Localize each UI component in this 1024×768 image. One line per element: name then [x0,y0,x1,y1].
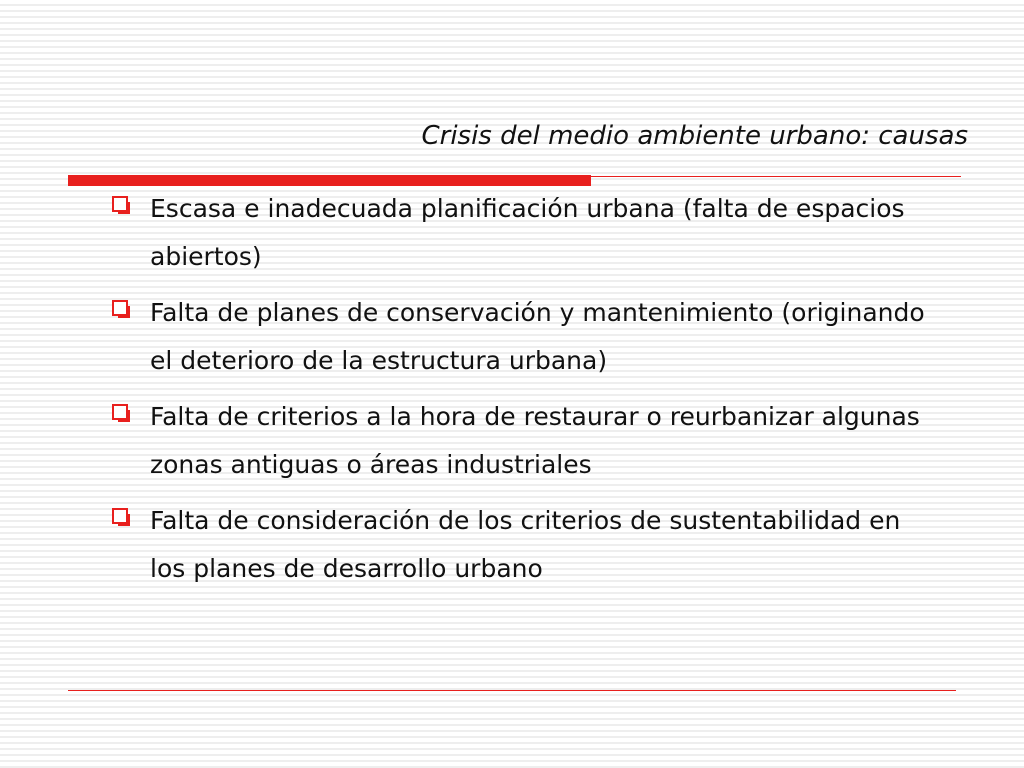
bullet-text: Escasa e inadecuada planificación urbana (falta de espacios abiertos) [150,194,905,271]
bullet-text: Falta de criterios a la hora de restaurar o reurbanizar algunas zonas antiguas o áreas industriales [150,402,920,479]
hollow-square-bullet-icon [112,300,131,319]
bullet-item [112,185,942,281]
footer-rule [68,690,956,691]
slide-title: Crisis del medio ambiente urbano: causas [421,121,968,151]
bullet-list [112,185,942,601]
title-underline-thin [591,176,961,177]
bullet-item [112,393,942,489]
bullet-text: Falta de consideración de los criterios de sustentabilidad en los planes de desarrollo urbano [150,506,901,583]
hollow-square-bullet-icon [112,508,131,527]
hollow-square-bullet-icon [112,404,131,423]
hollow-square-bullet-icon [112,196,131,215]
bullet-item [112,289,942,385]
bullet-item [112,497,942,593]
bullet-text: Falta de planes de conservación y mantenimiento (originando el deterioro de la estructura urbana) [150,298,925,375]
